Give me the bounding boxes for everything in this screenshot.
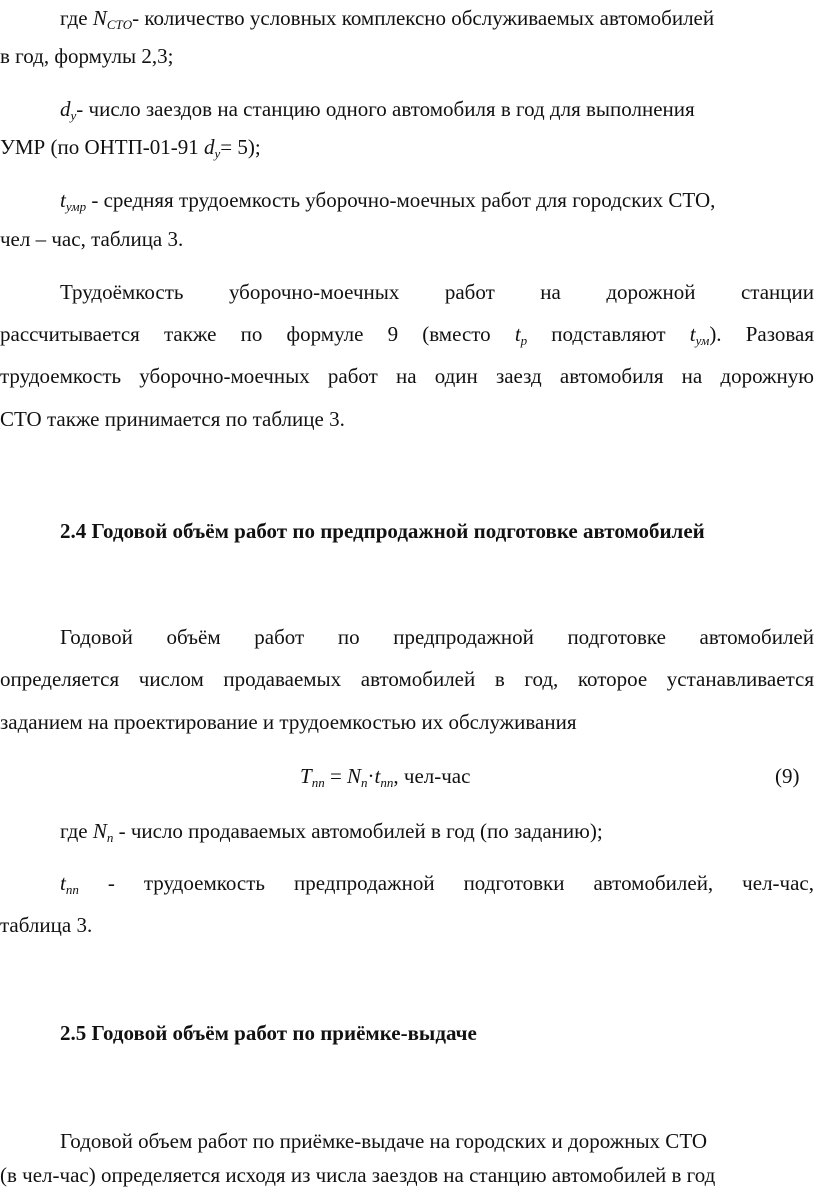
p4-line3: трудоемкость уборочно-моечных работ на один заезд автомобиля на дорожную xyxy=(0,364,814,388)
formula-9: $T_{пп} = N_п\cdot t_{пп}$, чел-час xyxy=(300,764,471,790)
p4-line1: Трудоёмкость уборочно-моечных работ на дорожной станции xyxy=(60,280,814,304)
p2-line1: $d_y-$ число заездов на станцию одного автомобиля в год для выполнения xyxy=(60,97,695,123)
section-heading-2-4: 2.4 Годовой объём работ по предпродажной подготовке автомобилей xyxy=(60,519,705,543)
p1-line1: где $N_{СТО}-$ количество условных комплексно обслуживаемых автомобилей xyxy=(60,6,715,32)
p5-line2: определяется числом продаваемых автомобилей в год, которое устанавливается xyxy=(0,667,814,691)
p3-line1: $t_{умр}$ - средняя трудоемкость уборочно-моечных работ для городских СТО, xyxy=(60,188,716,214)
p5-line1: Годовой объём работ по предпродажной подготовке автомобилей xyxy=(60,625,814,649)
p4-line2: рассчитывается также по формуле 9 (вместо $t_р$ подставляют $t_{ум}$). Разовая xyxy=(0,322,814,348)
p6-line1: где $N_п$ - число продаваемых автомобилей в год (по заданию); xyxy=(60,819,603,845)
p4-line4: СТО также принимается по таблице 3. xyxy=(0,407,345,431)
p2-line2: УМР (по ОНТП-01-91 $d_y= 5$); xyxy=(0,135,261,161)
p8-line1: Годовой объем работ по приёмке-выдаче на городских и дорожных СТО xyxy=(60,1129,708,1153)
p8-line2: (в чел-час) определяется исходя из числа заездов на станцию автомобилей в год xyxy=(0,1163,716,1187)
p1-line2: в год, формулы 2,3; xyxy=(0,44,174,68)
p5-line3: заданием на проектирование и трудоемкостью их обслуживания xyxy=(0,710,577,734)
p7-line2: таблица 3. xyxy=(0,913,93,937)
p7-line1: $t_{пп}$ - трудоемкость предпродажной подготовки автомобилей, чел-час, xyxy=(60,871,814,897)
section-heading-2-5: 2.5 Годовой объём работ по приёмке-выдаче xyxy=(60,1021,477,1045)
formula-number: (9) xyxy=(775,764,800,788)
p3-line2: чел – час, таблица 3. xyxy=(0,227,184,251)
